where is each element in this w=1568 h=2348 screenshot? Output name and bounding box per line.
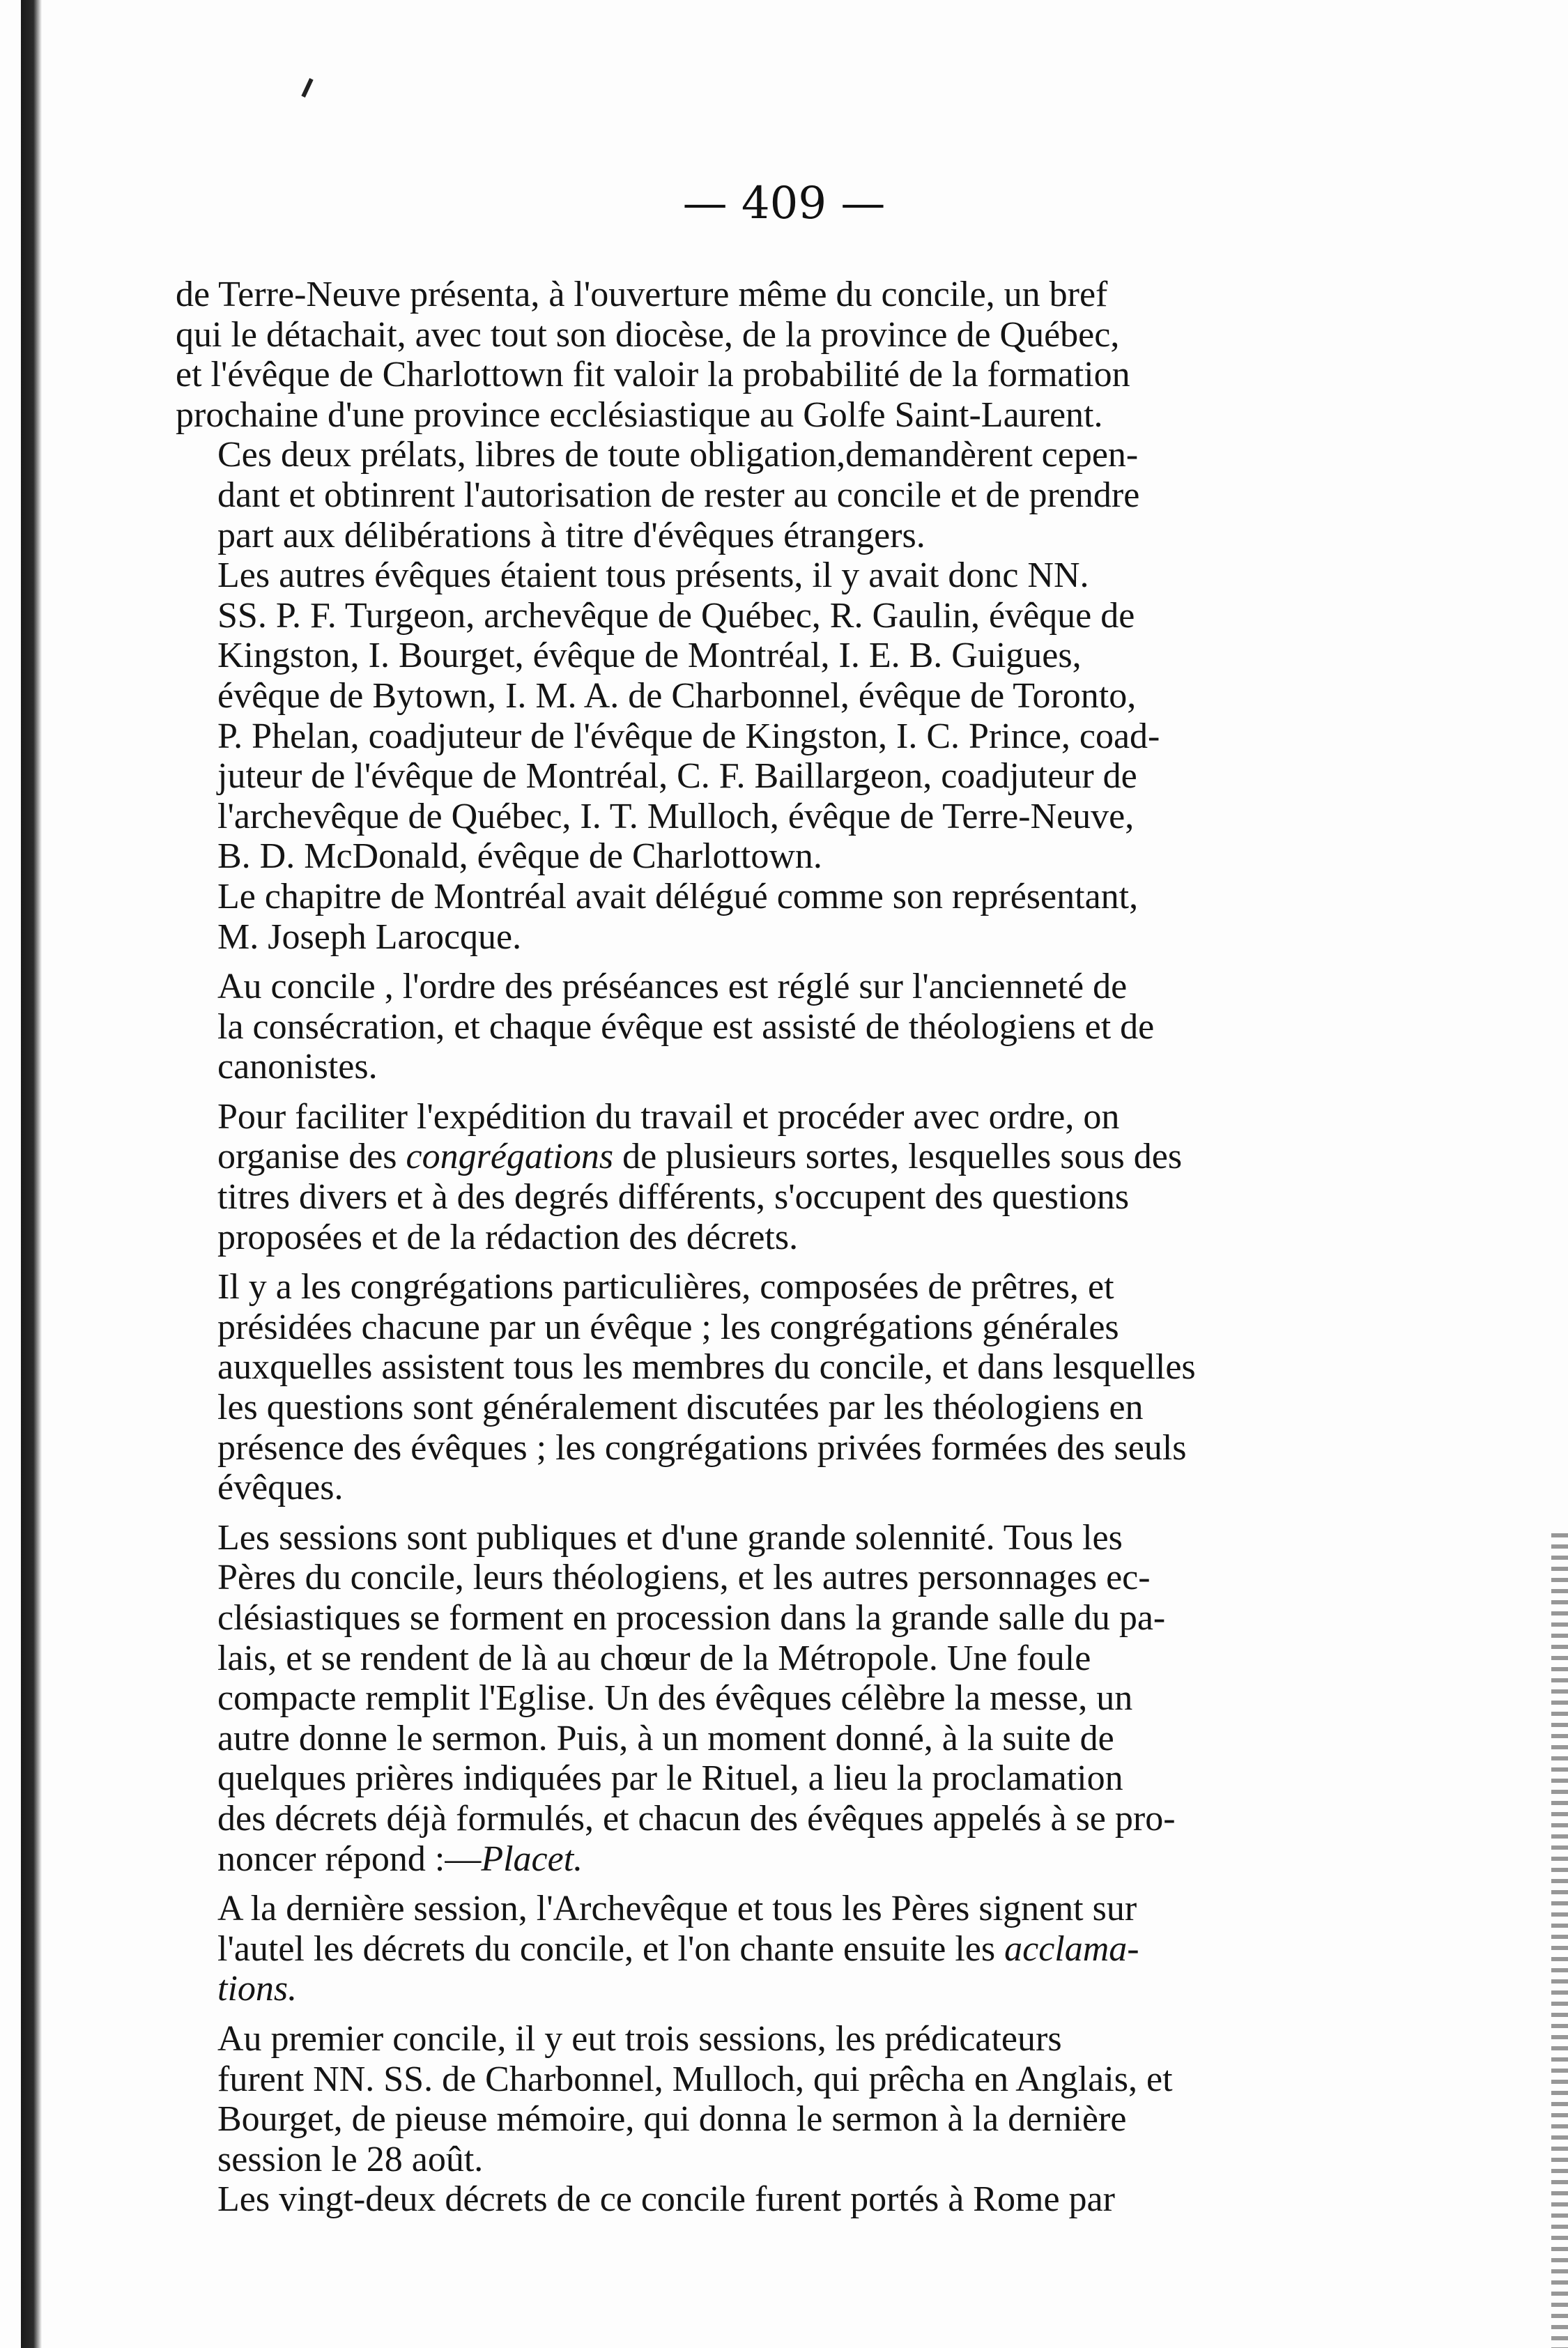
text-line: P. Phelan, coadjuteur de l'évêque de Kingston, I. C. Prince, coad- bbox=[217, 716, 1160, 756]
text-line bbox=[176, 1929, 1394, 1970]
text-line: et l'évêque de Charlottown fit valoir la probabilité de la formation bbox=[176, 355, 1130, 395]
text-line: Les sessions sont publiques et d'une grande solennité. Tous les bbox=[217, 1517, 1123, 1558]
text-line: Pour faciliter l'expédition du travail et procéder avec ordre, on bbox=[217, 1096, 1120, 1137]
text-line: Il y a les congrégations particulières, composées de prêtres, et bbox=[217, 1267, 1114, 1307]
text-line: SS. P. F. Turgeon, archevêque de Québec, R. Gaulin, évêque de bbox=[217, 595, 1135, 636]
text-line: titres divers et à des degrés différents, s'occupent des questions bbox=[217, 1177, 1130, 1218]
binding-shadow bbox=[21, 0, 42, 2348]
italic-term: acclama- bbox=[1004, 1928, 1139, 1969]
text-line: l'archevêque de Québec, I. T. Mulloch, évêque de Terre-Neuve, bbox=[217, 796, 1135, 836]
text-line: de Terre-Neuve présenta, à l'ouverture même du concile, un bref bbox=[176, 275, 1108, 314]
paragraph bbox=[176, 1889, 1394, 2009]
text-line: des décrets déjà formulés, et chacun des évêques appelés à se pro- bbox=[217, 1798, 1176, 1839]
page-number: — 409 — bbox=[682, 178, 886, 229]
text-line bbox=[176, 1969, 1394, 2009]
paragraph bbox=[176, 967, 1394, 1087]
text-line bbox=[176, 1839, 1394, 1880]
text-line: quelques prières indiquées par le Rituel, a lieu la proclamation bbox=[217, 1758, 1123, 1799]
text-line: Au premier concile, il y eut trois sessions, les prédicateurs bbox=[217, 2018, 1062, 2059]
paragraph bbox=[176, 877, 1394, 957]
text-line: A la dernière session, l'Archevêque et tous les Pères signent sur bbox=[217, 1889, 1137, 1929]
text-line: évêque de Bytown, I. M. A. de Charbonnel, évêque de Toronto, bbox=[217, 675, 1137, 716]
paragraph bbox=[176, 435, 1394, 555]
text-line: Au concile , l'ordre des préséances est réglé sur l'ancienneté de bbox=[217, 967, 1128, 1007]
italic-term: tions. bbox=[217, 1969, 298, 2009]
text-run: organise des bbox=[217, 1137, 406, 1177]
paragraph bbox=[176, 1518, 1394, 1879]
text-line: autre donne le sermon. Puis, à un moment donné, à la suite de bbox=[217, 1718, 1114, 1758]
text-run: noncer répond :— bbox=[217, 1839, 482, 1879]
text-line: les questions sont généralement discutées par les théologiens en bbox=[217, 1388, 1144, 1428]
paragraph bbox=[176, 555, 1394, 877]
text-line: qui le détachait, avec tout son diocèse, de la province de Québec, bbox=[176, 314, 1120, 355]
text-line: Bourget, de pieuse mémoire, qui donna le sermon à la dernière bbox=[217, 2099, 1127, 2140]
text-line: part aux délibérations à titre d'évêques étrangers. bbox=[217, 515, 925, 555]
italic-term: congrégations bbox=[406, 1137, 614, 1177]
paragraph bbox=[176, 1267, 1394, 1508]
italic-term: Placet. bbox=[481, 1839, 583, 1879]
paragraph bbox=[176, 1097, 1394, 1257]
text-line: juteur de l'évêque de Montréal, C. F. Baillargeon, coadjuteur de bbox=[217, 756, 1137, 797]
text-line: Ces deux prélats, libres de toute obligation,demandèrent cepen- bbox=[217, 435, 1139, 475]
text-line: session le 28 août. bbox=[217, 2139, 484, 2179]
text-line: furent NN. SS. de Charbonnel, Mulloch, qui prêcha en Anglais, et bbox=[217, 2059, 1173, 2099]
paragraph bbox=[176, 2179, 1394, 2220]
text-line: Le chapitre de Montréal avait délégué comme son représentant, bbox=[217, 876, 1139, 916]
text-line: B. D. McDonald, évêque de Charlottown. bbox=[217, 836, 822, 877]
text-line: Kingston, I. Bourget, évêque de Montréal, I. E. B. Guigues, bbox=[217, 636, 1082, 676]
text-run: de plusieurs sortes, lesquelles sous des bbox=[613, 1137, 1183, 1177]
edge-speckle bbox=[1551, 1533, 1568, 2348]
text-line: dant et obtinrent l'autorisation de rester au concile et de prendre bbox=[217, 475, 1140, 515]
text-line: présence des évêques ; les congrégations privées formées des seuls bbox=[217, 1427, 1187, 1468]
text-line: canonistes. bbox=[217, 1047, 378, 1087]
paragraph bbox=[176, 275, 1394, 435]
text-line: compacte remplit l'Eglise. Un des évêques célèbre la messe, un bbox=[217, 1678, 1133, 1719]
text-line: présidées chacune par un évêque ; les congrégations générales bbox=[217, 1307, 1119, 1347]
text-line: lais, et se rendent de là au chœur de la Métropole. Une foule bbox=[217, 1638, 1091, 1678]
text-line bbox=[176, 1137, 1394, 1177]
text-line: proposées et de la rédaction des décrets. bbox=[217, 1217, 799, 1257]
paragraph bbox=[176, 2019, 1394, 2179]
body-text bbox=[176, 275, 1394, 2220]
stray-ink-mark bbox=[301, 78, 313, 98]
text-line: auxquelles assistent tous les membres du concile, et dans lesquelles bbox=[217, 1347, 1196, 1388]
text-line: évêques. bbox=[217, 1468, 344, 1508]
text-run: l'autel les décrets du concile, et l'on chante ensuite les bbox=[217, 1928, 1005, 1969]
text-line: Pères du concile, leurs théologiens, et les autres personnages ec- bbox=[217, 1558, 1151, 1598]
text-line: clésiastiques se forment en procession dans la grande salle du pa- bbox=[217, 1598, 1166, 1638]
text-line: prochaine d'une province ecclésiastique au Golfe Saint-Laurent. bbox=[176, 394, 1103, 435]
text-line: Les vingt-deux décrets de ce concile furent portés à Rome par bbox=[217, 2179, 1115, 2220]
text-line: Les autres évêques étaient tous présents, il y avait donc NN. bbox=[217, 555, 1089, 596]
text-line: M. Joseph Larocque. bbox=[217, 916, 522, 957]
text-line: la consécration, et chaque évêque est assisté de théologiens et de bbox=[217, 1006, 1155, 1047]
